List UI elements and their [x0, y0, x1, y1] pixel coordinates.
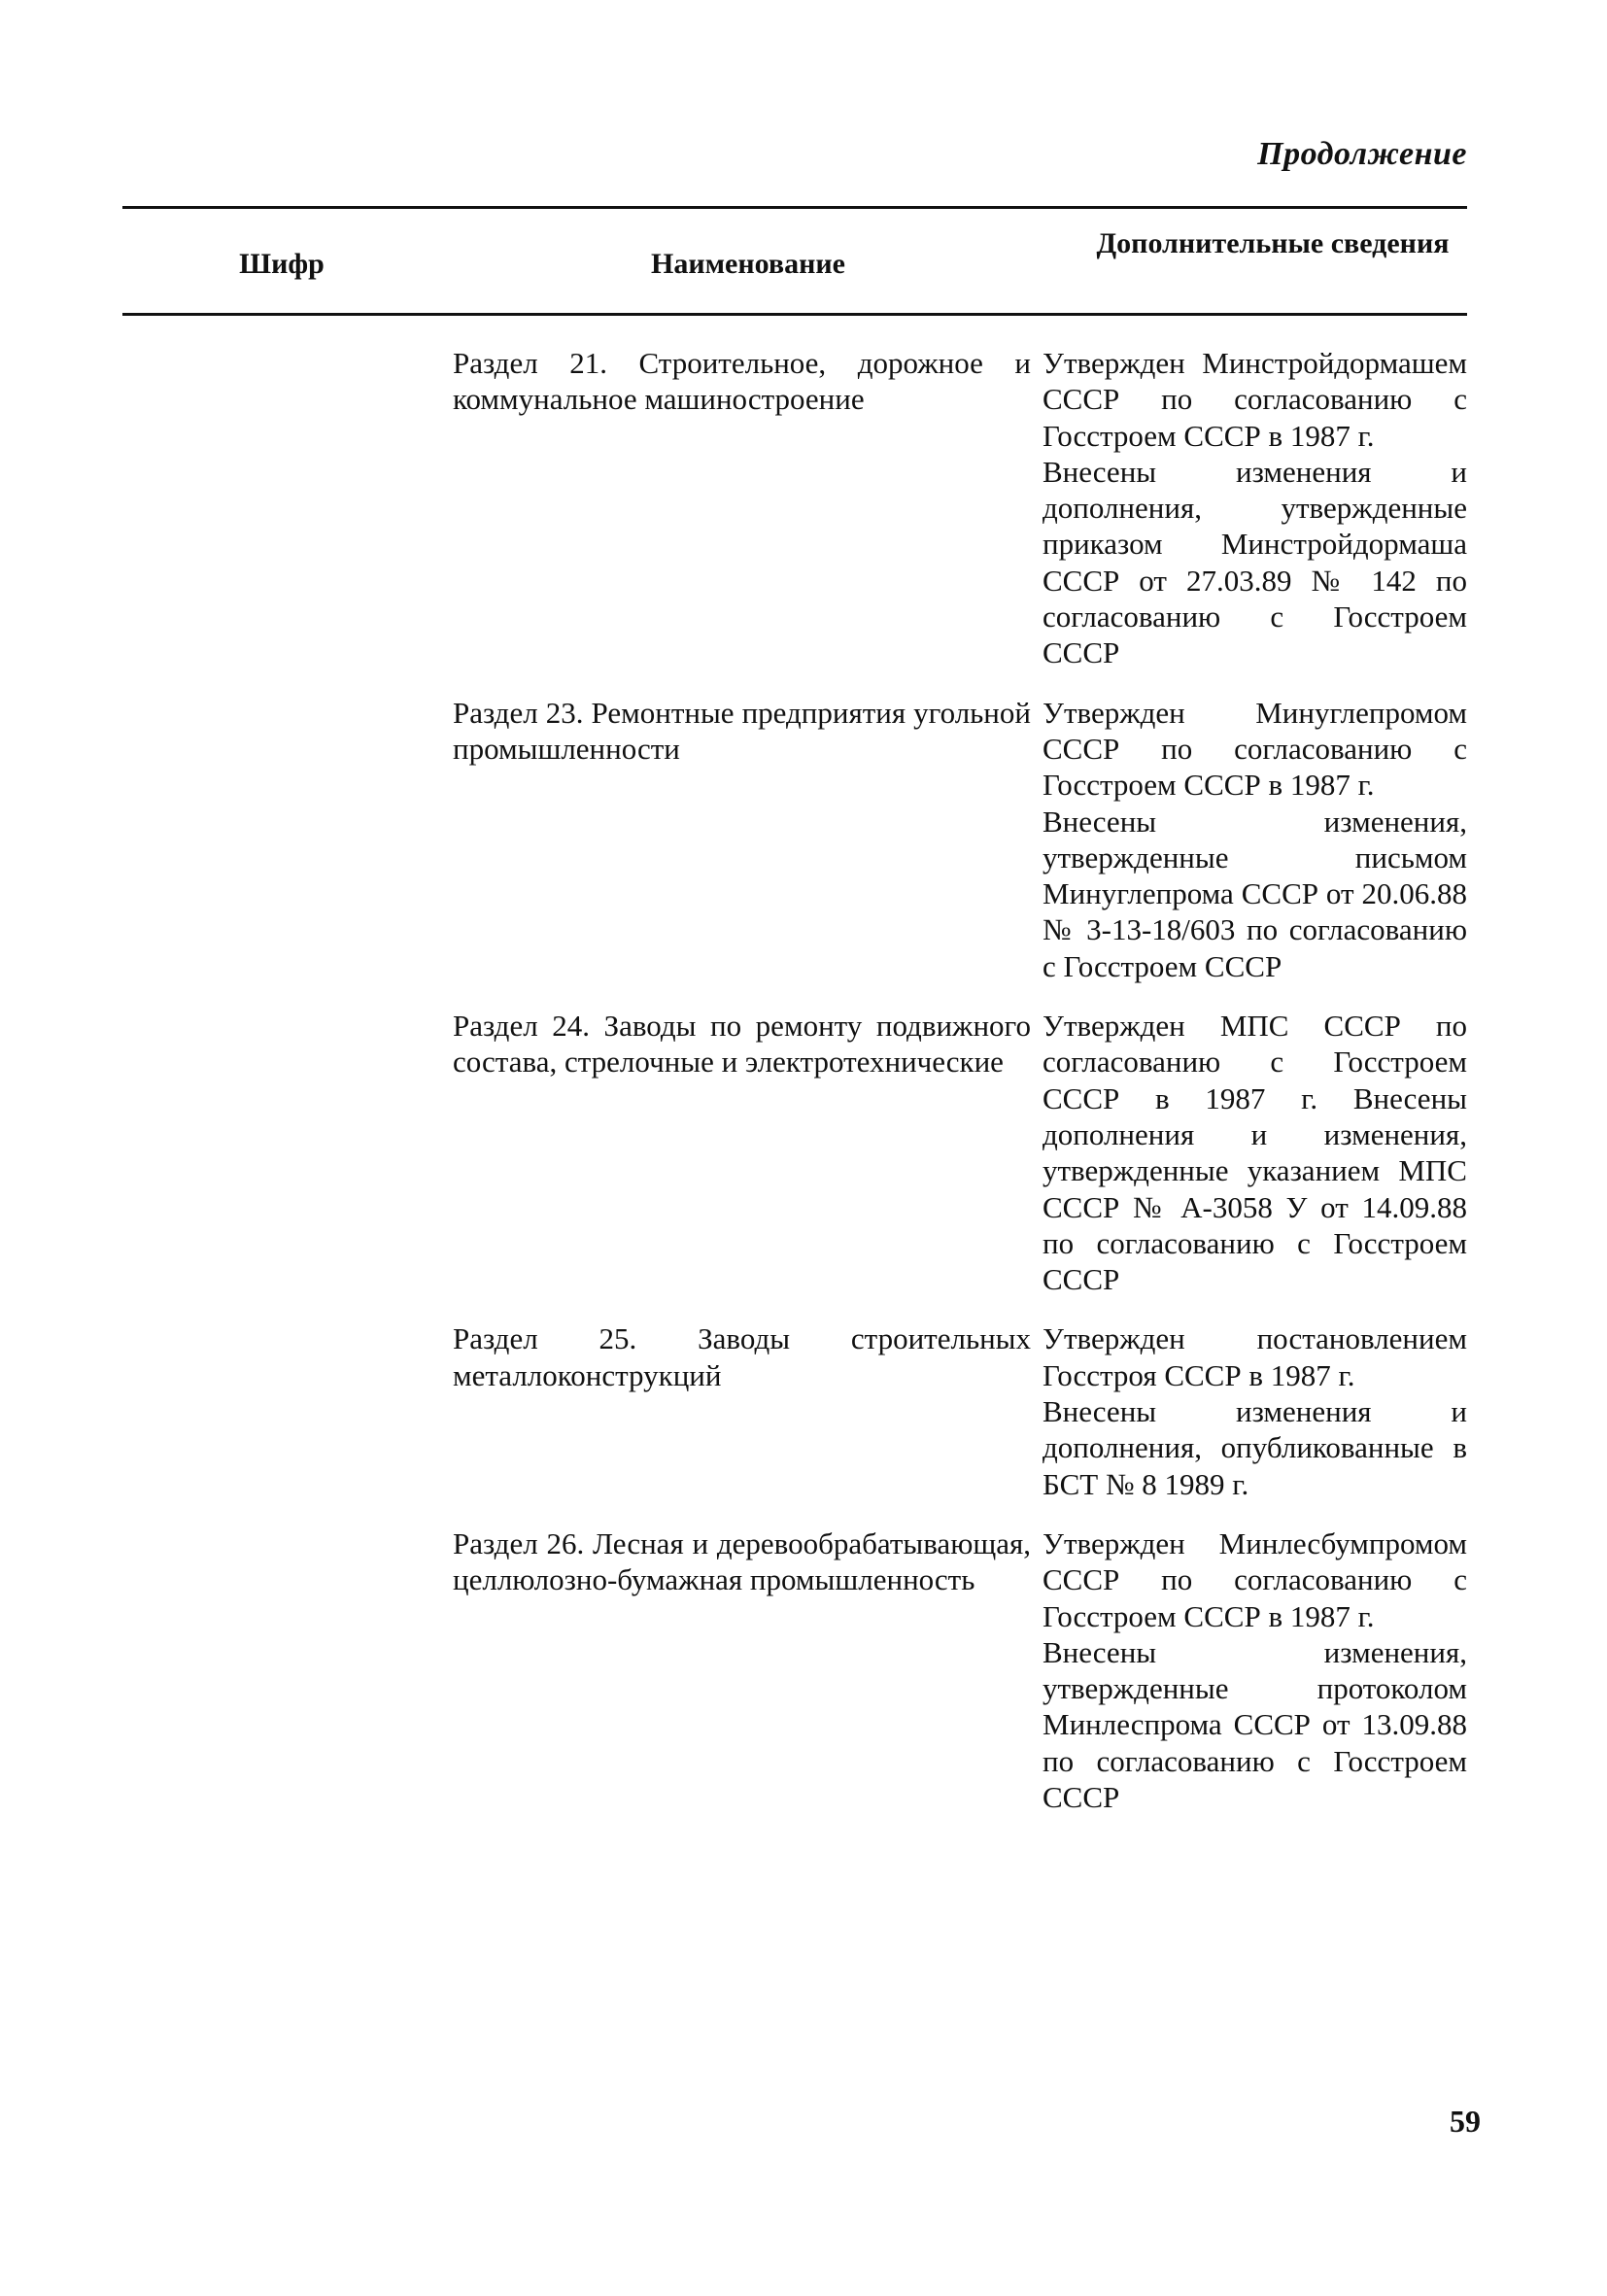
table-row: [122, 1320, 1467, 1501]
info-paragraph: Внесены изменения, утвержденные протоколом Минлеспрома СССР от 13.09.88 по согласованию с Госстроем СССР: [1043, 1634, 1467, 1814]
cell-info: [1043, 695, 1467, 984]
table-row: [122, 1008, 1467, 1297]
page-number: 59: [1450, 2104, 1481, 2139]
cell-name: Раздел 21. Строительное, дорожное и коммунальное машиностроение: [453, 346, 1031, 417]
info-paragraph: Утвержден Минлесбумпромом СССР по согласованию с Госстроем СССР в 1987 г.: [1043, 1525, 1467, 1633]
table-header-rule: [122, 313, 1467, 316]
cell-name: Раздел 26. Лесная и деревообрабатывающая, целлюлозно-бумажная промышленность: [453, 1525, 1031, 1597]
info-paragraph: Утвержден Минстройдормашем СССР по согласованию с Госстроем СССР в 1987 г.: [1043, 346, 1467, 453]
cell-name: Раздел 24. Заводы по ремонту подвижного состава, стрелочные и электротехнические: [453, 1009, 1031, 1079]
cell-code: [122, 345, 453, 671]
cell-code: [122, 1008, 453, 1297]
table-body: [122, 345, 1467, 1815]
table-row: [122, 695, 1467, 984]
info-paragraph: Утвержден МПС СССР по согласованию с Госстроем СССР в 1987 г. Внесены дополнения и изменения, утвержденные указанием МПС СССР № А-3058 У от 14.09.88 по согласованию с Госстроем СССР: [1043, 1009, 1467, 1297]
cell-name: Раздел 25. Заводы строительных металлоконструкций: [453, 1321, 1031, 1392]
cell-name: Раздел 23. Ремонтные предприятия угольной промышленности: [453, 695, 1031, 766]
info-paragraph: Внесены изменения и дополнения, опубликованные в БСТ № 8 1989 г.: [1043, 1394, 1467, 1501]
info-paragraph: Внесены изменения, утвержденные письмом Минуглепрома СССР от 20.06.88 № 3-13-18/603 по согласованию с Госстроем СССР: [1043, 804, 1467, 983]
continuation-label: Продолжение: [1257, 136, 1467, 172]
cell-info: [1043, 1525, 1467, 1815]
cell-info: [1043, 1008, 1467, 1297]
column-header-name: Наименование: [651, 248, 845, 280]
table-row: [122, 345, 1467, 671]
cell-code: [122, 1525, 453, 1815]
table-row: [122, 1525, 1467, 1815]
cell-info: [1043, 345, 1467, 671]
cell-code: [122, 1320, 453, 1501]
table-top-rule: [122, 206, 1467, 209]
info-paragraph: Утвержден постановлением Госстроя СССР в 1987 г.: [1043, 1321, 1467, 1392]
column-header-info: Дополнительные сведения: [1096, 227, 1450, 259]
info-paragraph: Утвержден Минуглепромом СССР по согласованию с Госстроем СССР в 1987 г.: [1043, 695, 1467, 803]
column-header-code: Шифр: [239, 248, 325, 280]
info-paragraph: Внесены изменения и дополнения, утвержденные приказом Минстройдормаша СССР от 27.03.89 № 142 по согласованию с Госстроем СССР: [1043, 454, 1467, 670]
cell-info: [1043, 1320, 1467, 1501]
cell-code: [122, 695, 453, 984]
